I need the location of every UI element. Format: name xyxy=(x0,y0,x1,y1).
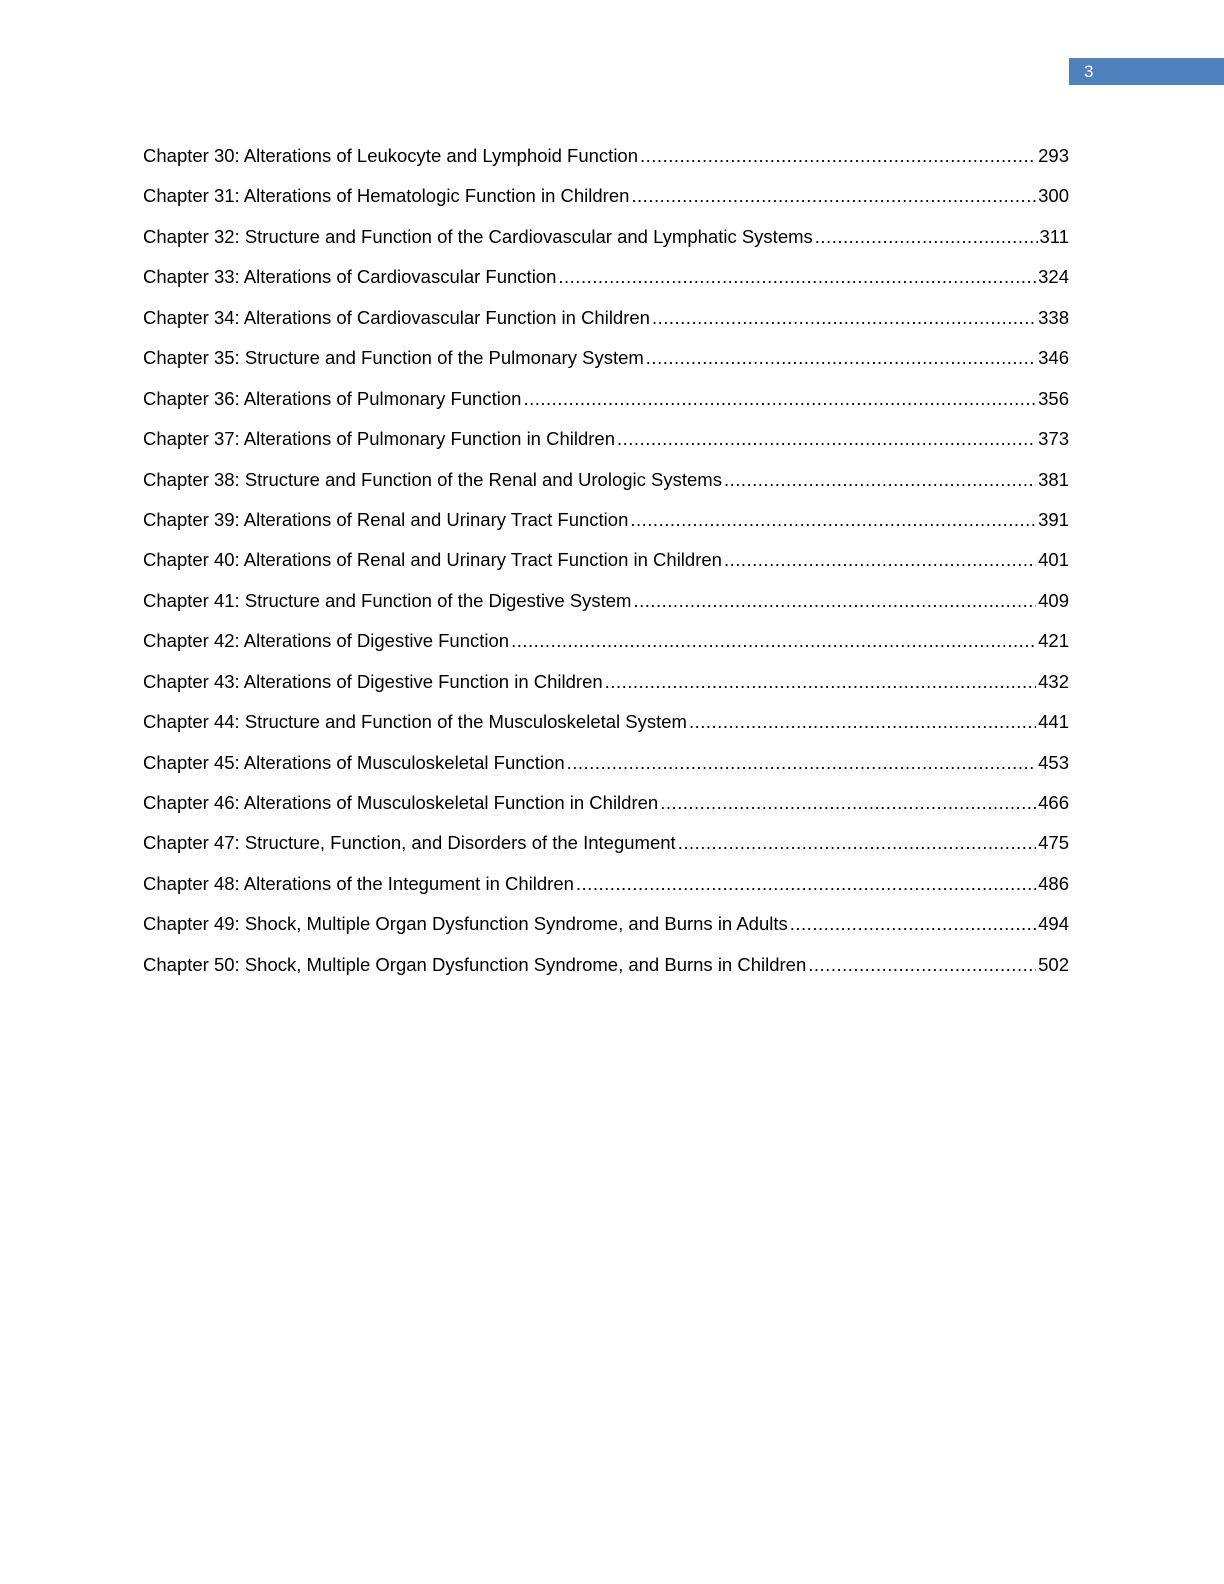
table-of-contents xyxy=(143,142,1069,991)
toc-dot-leader xyxy=(652,304,1036,332)
toc-entry[interactable] xyxy=(143,627,1069,667)
toc-entry[interactable] xyxy=(143,344,1069,384)
toc-dot-leader xyxy=(790,910,1036,938)
toc-dot-leader xyxy=(724,546,1036,574)
toc-entry-page-number: 338 xyxy=(1038,306,1069,328)
toc-entry-page-number: 421 xyxy=(1038,630,1069,652)
toc-entry-page-number: 432 xyxy=(1038,670,1069,692)
toc-dot-leader xyxy=(558,263,1036,291)
toc-entry[interactable] xyxy=(143,304,1069,344)
toc-entry[interactable] xyxy=(143,466,1069,506)
toc-entry-title: Chapter 34: Alterations of Cardiovascular Function in Children xyxy=(143,306,650,328)
toc-entry[interactable] xyxy=(143,910,1069,950)
toc-entry-title: Chapter 33: Alterations of Cardiovascular Function xyxy=(143,266,557,288)
toc-entry-page-number: 346 xyxy=(1038,347,1069,369)
toc-entry[interactable] xyxy=(143,749,1069,789)
toc-dot-leader xyxy=(523,385,1036,413)
toc-entry-title: Chapter 50: Shock, Multiple Organ Dysfunction Syndrome, and Burns in Children xyxy=(143,953,807,975)
toc-entry[interactable] xyxy=(143,425,1069,465)
toc-dot-leader xyxy=(605,668,1036,696)
toc-entry-title: Chapter 39: Alterations of Renal and Urinary Tract Function xyxy=(143,508,629,530)
toc-dot-leader xyxy=(678,829,1036,857)
toc-entry[interactable] xyxy=(143,263,1069,303)
toc-entry[interactable] xyxy=(143,668,1069,708)
toc-entry[interactable] xyxy=(143,506,1069,546)
toc-dot-leader xyxy=(640,142,1036,170)
toc-dot-leader xyxy=(631,182,1036,210)
toc-entry-title: Chapter 36: Alterations of Pulmonary Function xyxy=(143,387,522,409)
toc-entry-page-number: 409 xyxy=(1038,589,1069,611)
toc-entry-title: Chapter 45: Alterations of Musculoskeletal Function xyxy=(143,751,565,773)
toc-dot-leader xyxy=(567,749,1037,777)
toc-entry-page-number: 441 xyxy=(1038,711,1069,733)
toc-entry-page-number: 356 xyxy=(1038,387,1069,409)
toc-dot-leader xyxy=(724,466,1036,494)
toc-dot-leader xyxy=(689,708,1036,736)
toc-entry[interactable] xyxy=(143,182,1069,222)
toc-entry[interactable] xyxy=(143,708,1069,748)
toc-entry-title: Chapter 31: Alterations of Hematologic Function in Children xyxy=(143,185,630,207)
toc-entry[interactable] xyxy=(143,951,1069,991)
toc-entry[interactable] xyxy=(143,385,1069,425)
toc-entry-title: Chapter 47: Structure, Function, and Disorders of the Integument xyxy=(143,832,676,854)
toc-dot-leader xyxy=(617,425,1036,453)
toc-entry-title: Chapter 46: Alterations of Musculoskeletal Function in Children xyxy=(143,792,659,813)
toc-entry-title: Chapter 42: Alterations of Digestive Function xyxy=(143,630,510,652)
toc-dot-leader xyxy=(511,627,1036,655)
toc-dot-leader xyxy=(808,951,1036,979)
toc-entry-title: Chapter 43: Alterations of Digestive Function in Children xyxy=(143,670,603,692)
toc-entry-page-number: 494 xyxy=(1038,913,1069,935)
toc-entry-page-number: 293 xyxy=(1038,145,1069,166)
toc-dot-leader xyxy=(646,344,1036,372)
page-number-badge: 3 xyxy=(1069,58,1224,85)
toc-entry[interactable] xyxy=(143,870,1069,910)
toc-entry[interactable] xyxy=(143,142,1069,182)
toc-dot-leader xyxy=(630,506,1036,534)
toc-entry-page-number: 311 xyxy=(1039,225,1069,247)
toc-entry[interactable] xyxy=(143,789,1069,829)
toc-entry[interactable] xyxy=(143,829,1069,869)
toc-entry-page-number: 486 xyxy=(1038,872,1069,894)
toc-entry-title: Chapter 38: Structure and Function of the Renal and Urologic Systems xyxy=(143,468,722,490)
toc-entry-title: Chapter 35: Structure and Function of the Pulmonary System xyxy=(143,347,644,369)
toc-entry-page-number: 401 xyxy=(1038,549,1069,571)
toc-entry-title: Chapter 37: Alterations of Pulmonary Function in Children xyxy=(143,428,616,450)
toc-dot-leader xyxy=(815,223,1038,251)
toc-entry-title: Chapter 40: Alterations of Renal and Urinary Tract Function in Children xyxy=(143,549,722,571)
toc-entry-title: Chapter 48: Alterations of the Integument in Children xyxy=(143,872,574,894)
toc-dot-leader xyxy=(576,870,1036,898)
toc-entry-page-number: 391 xyxy=(1038,508,1069,530)
toc-entry[interactable] xyxy=(143,223,1069,263)
toc-entry-title: Chapter 32: Structure and Function of the Cardiovascular and Lymphatic Systems xyxy=(143,225,813,247)
toc-dot-leader xyxy=(660,789,1036,817)
toc-entry-page-number: 502 xyxy=(1038,953,1069,975)
toc-entry-title: Chapter 41: Structure and Function of the Digestive System xyxy=(143,589,632,611)
toc-entry-title: Chapter 49: Shock, Multiple Organ Dysfunction Syndrome, and Burns in Adults xyxy=(143,913,788,935)
toc-entry-page-number: 300 xyxy=(1038,185,1069,207)
toc-entry-title: Chapter 44: Structure and Function of the Musculoskeletal System xyxy=(143,711,687,733)
toc-entry[interactable] xyxy=(143,546,1069,586)
toc-entry-page-number: 475 xyxy=(1038,832,1069,854)
toc-entry-page-number: 453 xyxy=(1038,751,1069,773)
toc-entry-title: Chapter 30: Alterations of Leukocyte and Lymphoid Function xyxy=(143,145,639,166)
toc-entry[interactable] xyxy=(143,587,1069,627)
toc-dot-leader xyxy=(633,587,1036,615)
toc-entry-page-number: 466 xyxy=(1038,792,1069,813)
toc-entry-page-number: 324 xyxy=(1038,266,1069,288)
toc-entry-page-number: 373 xyxy=(1038,428,1069,450)
toc-entry-page-number: 381 xyxy=(1038,468,1069,490)
